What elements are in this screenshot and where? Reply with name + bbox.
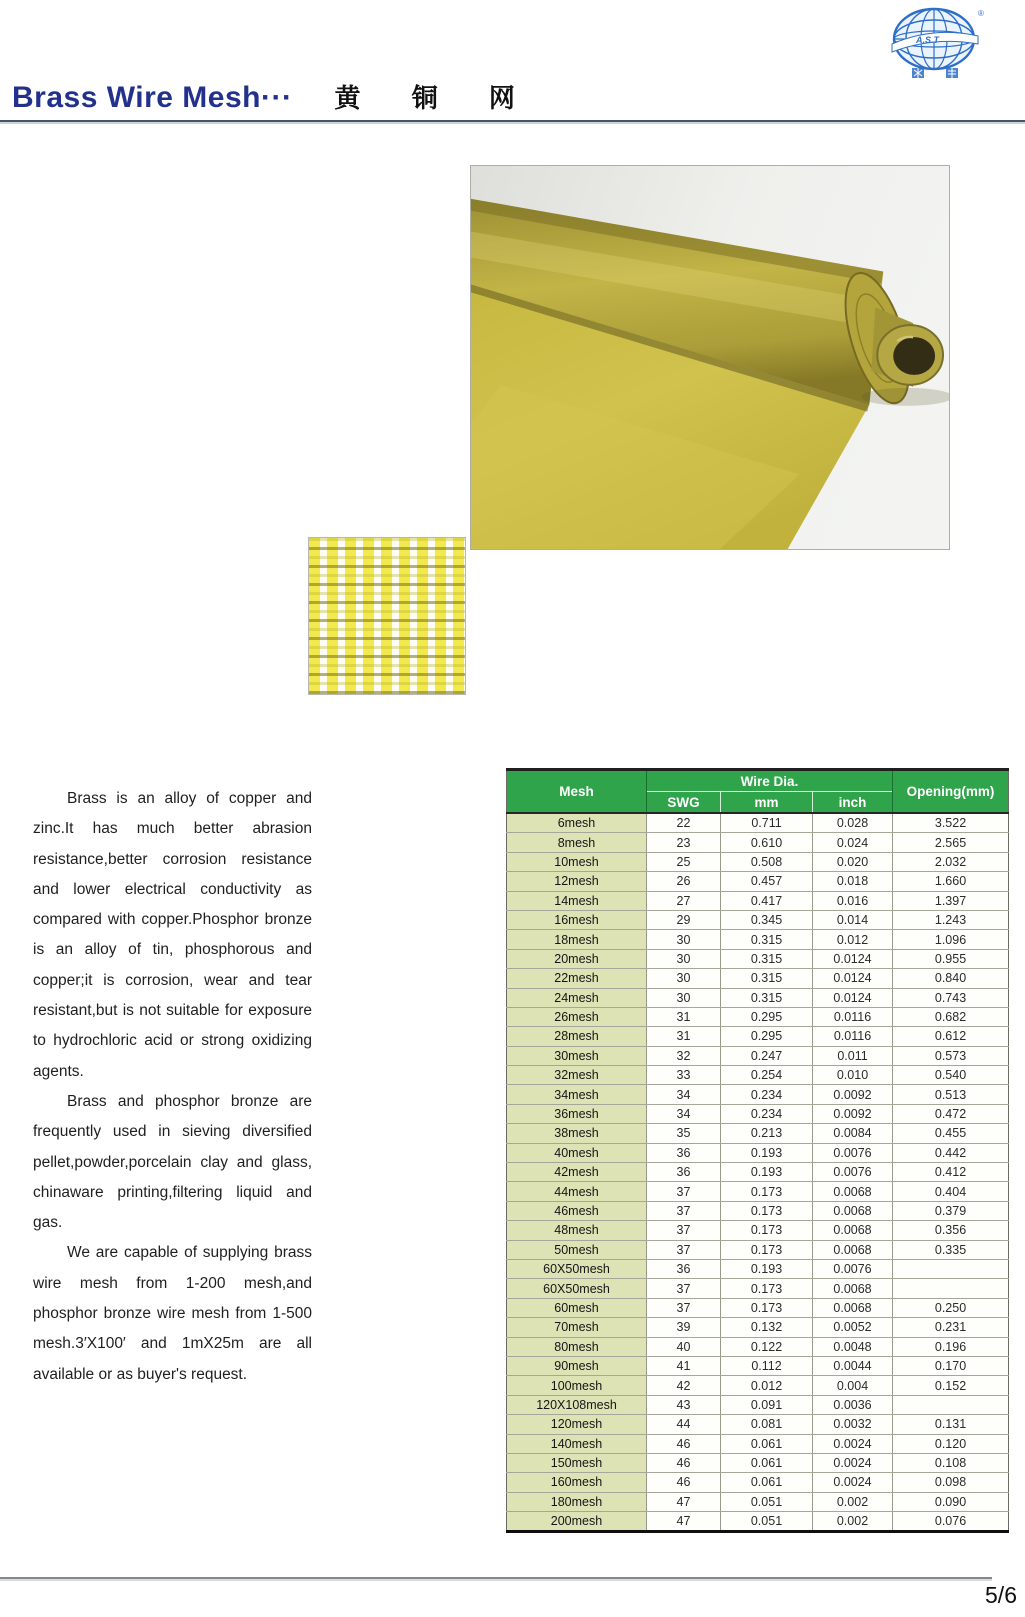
cell-inch: 0.0044	[813, 1356, 893, 1375]
table-row	[507, 1221, 1009, 1240]
cell-mm: 0.061	[721, 1453, 813, 1472]
cell-mesh: 32mesh	[507, 1066, 647, 1085]
cell-mesh: 10mesh	[507, 852, 647, 871]
cell-swg: 33	[647, 1066, 721, 1085]
cell-mm: 0.091	[721, 1395, 813, 1414]
cell-swg: 32	[647, 1046, 721, 1065]
cell-mm: 0.112	[721, 1356, 813, 1375]
cell-swg: 36	[647, 1143, 721, 1162]
product-photo-roll	[470, 165, 950, 550]
cell-mm: 0.508	[721, 852, 813, 871]
cell-swg: 37	[647, 1182, 721, 1201]
cell-mesh: 38mesh	[507, 1124, 647, 1143]
table-row	[507, 1279, 1009, 1298]
table-row	[507, 1104, 1009, 1123]
cell-inch: 0.016	[813, 891, 893, 910]
cell-mm: 0.254	[721, 1066, 813, 1085]
cell-opening: 2.565	[893, 833, 1009, 852]
cell-mesh: 120mesh	[507, 1415, 647, 1434]
table-row	[507, 1046, 1009, 1065]
brass-roll-illustration	[471, 166, 949, 549]
cell-inch: 0.0076	[813, 1163, 893, 1182]
cell-swg: 30	[647, 988, 721, 1007]
col-header-opening: Opening(mm)	[893, 770, 1009, 814]
table-row	[507, 813, 1009, 833]
cell-inch: 0.0048	[813, 1337, 893, 1356]
spec-table-body	[507, 813, 1009, 1532]
cell-swg: 34	[647, 1085, 721, 1104]
cell-swg: 42	[647, 1376, 721, 1395]
cell-mm: 0.295	[721, 1027, 813, 1046]
col-header-wire-dia: Wire Dia.	[647, 770, 893, 792]
cell-mesh: 8mesh	[507, 833, 647, 852]
intro-paragraph-2: Brass and phosphor bronze are frequently used in sieving diversified pellet,powder,porcelain clay and glass, chinaware printing,filtering liquid and gas.	[33, 1092, 312, 1232]
col-header-mesh: Mesh	[507, 770, 647, 814]
cell-opening: 0.682	[893, 1007, 1009, 1026]
footer-rule	[0, 1577, 992, 1581]
table-row	[507, 930, 1009, 949]
table-row	[507, 1085, 1009, 1104]
cell-swg: 29	[647, 910, 721, 929]
intro-paragraph-3: We are capable of supplying brass wire mesh from 1-200 mesh,and phosphor bronze wire mesh from 1-500 mesh.3′X100′ and 1mX25m are all available or as buyer's request.	[33, 1244, 312, 1383]
cell-inch: 0.0092	[813, 1085, 893, 1104]
cell-mesh: 20mesh	[507, 949, 647, 968]
table-row	[507, 1143, 1009, 1162]
cell-mesh: 50mesh	[507, 1240, 647, 1259]
table-row	[507, 1163, 1009, 1182]
globe-icon	[886, 6, 990, 84]
table-row	[507, 1259, 1009, 1278]
cell-opening: 0.120	[893, 1434, 1009, 1453]
cell-opening: 1.397	[893, 891, 1009, 910]
cell-mm: 0.315	[721, 988, 813, 1007]
cell-inch: 0.0068	[813, 1298, 893, 1317]
cell-mesh: 60mesh	[507, 1298, 647, 1317]
cell-swg: 44	[647, 1415, 721, 1434]
table-row	[507, 891, 1009, 910]
cell-swg: 37	[647, 1201, 721, 1220]
table-row	[507, 1007, 1009, 1026]
cell-inch: 0.0092	[813, 1104, 893, 1123]
cell-mm: 0.234	[721, 1085, 813, 1104]
table-row	[507, 949, 1009, 968]
cell-opening: 0.472	[893, 1104, 1009, 1123]
cell-opening: 0.412	[893, 1163, 1009, 1182]
table-row	[507, 1298, 1009, 1317]
cell-swg: 27	[647, 891, 721, 910]
cell-mesh: 70mesh	[507, 1318, 647, 1337]
table-row	[507, 1415, 1009, 1434]
cell-swg: 31	[647, 1007, 721, 1026]
cell-opening	[893, 1279, 1009, 1298]
cell-inch: 0.014	[813, 910, 893, 929]
cell-inch: 0.018	[813, 872, 893, 891]
col-header-inch: inch	[813, 792, 893, 814]
cell-mm: 0.711	[721, 813, 813, 833]
cell-opening: 0.612	[893, 1027, 1009, 1046]
cell-swg: 39	[647, 1318, 721, 1337]
cell-opening	[893, 1395, 1009, 1414]
table-row	[507, 988, 1009, 1007]
cell-inch: 0.0024	[813, 1434, 893, 1453]
cell-opening: 0.540	[893, 1066, 1009, 1085]
cell-opening: 0.743	[893, 988, 1009, 1007]
cell-mesh: 60X50mesh	[507, 1279, 647, 1298]
cell-mesh: 12mesh	[507, 872, 647, 891]
cell-opening: 0.455	[893, 1124, 1009, 1143]
table-row	[507, 1356, 1009, 1375]
cell-mm: 0.173	[721, 1182, 813, 1201]
cell-swg: 31	[647, 1027, 721, 1046]
cell-swg: 25	[647, 852, 721, 871]
page-title: Brass Wire Mesh···	[12, 81, 293, 114]
page-number: 5/6	[985, 1582, 1017, 1608]
cell-mesh: 46mesh	[507, 1201, 647, 1220]
spec-table-header	[507, 770, 1009, 814]
cell-swg: 47	[647, 1492, 721, 1511]
cell-mesh: 18mesh	[507, 930, 647, 949]
cell-swg: 46	[647, 1434, 721, 1453]
cell-mm: 0.345	[721, 910, 813, 929]
cell-inch: 0.012	[813, 930, 893, 949]
table-row	[507, 1453, 1009, 1472]
cell-mesh: 34mesh	[507, 1085, 647, 1104]
cell-swg: 41	[647, 1356, 721, 1375]
cell-inch: 0.0124	[813, 969, 893, 988]
cell-opening: 0.573	[893, 1046, 1009, 1065]
cell-opening: 0.170	[893, 1356, 1009, 1375]
table-row	[507, 1124, 1009, 1143]
cell-swg: 37	[647, 1240, 721, 1259]
cell-opening: 0.152	[893, 1376, 1009, 1395]
cell-inch: 0.0052	[813, 1318, 893, 1337]
cell-swg: 40	[647, 1337, 721, 1356]
cell-mesh: 24mesh	[507, 988, 647, 1007]
cell-mm: 0.610	[721, 833, 813, 852]
cell-mesh: 44mesh	[507, 1182, 647, 1201]
cell-opening: 0.955	[893, 949, 1009, 968]
table-row	[507, 1182, 1009, 1201]
page-header	[12, 78, 1012, 118]
cell-inch: 0.0076	[813, 1143, 893, 1162]
cell-inch: 0.0068	[813, 1182, 893, 1201]
cell-opening: 0.442	[893, 1143, 1009, 1162]
cell-mesh: 100mesh	[507, 1376, 647, 1395]
cell-opening: 0.840	[893, 969, 1009, 988]
cell-mesh: 90mesh	[507, 1356, 647, 1375]
col-header-mm: mm	[721, 792, 813, 814]
cell-mesh: 80mesh	[507, 1337, 647, 1356]
cell-mm: 0.457	[721, 872, 813, 891]
table-row	[507, 1337, 1009, 1356]
cell-mm: 0.417	[721, 891, 813, 910]
spec-table	[506, 768, 1009, 1533]
cell-inch: 0.0024	[813, 1473, 893, 1492]
cell-swg: 22	[647, 813, 721, 833]
cell-inch: 0.0124	[813, 949, 893, 968]
cell-mesh: 6mesh	[507, 813, 647, 833]
cell-inch: 0.028	[813, 813, 893, 833]
table-row	[507, 872, 1009, 891]
cell-mesh: 36mesh	[507, 1104, 647, 1123]
title-rule	[0, 120, 1025, 124]
cell-inch: 0.010	[813, 1066, 893, 1085]
cell-opening: 0.196	[893, 1337, 1009, 1356]
cell-mm: 0.315	[721, 930, 813, 949]
cell-swg: 23	[647, 833, 721, 852]
cell-swg: 36	[647, 1259, 721, 1278]
cell-opening: 0.076	[893, 1512, 1009, 1532]
cell-opening: 0.108	[893, 1453, 1009, 1472]
cell-inch: 0.0124	[813, 988, 893, 1007]
cell-mm: 0.315	[721, 949, 813, 968]
cell-inch: 0.020	[813, 852, 893, 871]
cell-opening: 0.356	[893, 1221, 1009, 1240]
cell-opening: 1.243	[893, 910, 1009, 929]
cell-inch: 0.0032	[813, 1415, 893, 1434]
cell-opening: 1.660	[893, 872, 1009, 891]
cell-mesh: 150mesh	[507, 1453, 647, 1472]
cell-mm: 0.213	[721, 1124, 813, 1143]
cell-opening: 0.379	[893, 1201, 1009, 1220]
cell-opening: 0.090	[893, 1492, 1009, 1511]
cell-opening: 0.098	[893, 1473, 1009, 1492]
cell-swg: 46	[647, 1453, 721, 1472]
cell-inch: 0.0068	[813, 1279, 893, 1298]
cell-mm: 0.132	[721, 1318, 813, 1337]
cell-mesh: 40mesh	[507, 1143, 647, 1162]
cell-inch: 0.002	[813, 1512, 893, 1532]
cell-mesh: 26mesh	[507, 1007, 647, 1026]
table-row	[507, 1492, 1009, 1511]
cell-mm: 0.061	[721, 1473, 813, 1492]
cell-mesh: 42mesh	[507, 1163, 647, 1182]
cell-inch: 0.004	[813, 1376, 893, 1395]
table-row	[507, 1318, 1009, 1337]
cell-mesh: 60X50mesh	[507, 1259, 647, 1278]
table-row	[507, 833, 1009, 852]
cell-mm: 0.061	[721, 1434, 813, 1453]
cell-swg: 35	[647, 1124, 721, 1143]
cell-opening: 1.096	[893, 930, 1009, 949]
cell-inch: 0.0068	[813, 1201, 893, 1220]
intro-text	[33, 784, 312, 1390]
cell-swg: 30	[647, 969, 721, 988]
cell-mesh: 160mesh	[507, 1473, 647, 1492]
page-title-chinese: 黄 铜 网	[334, 83, 537, 113]
cell-opening: 2.032	[893, 852, 1009, 871]
cell-mesh: 140mesh	[507, 1434, 647, 1453]
table-row	[507, 1434, 1009, 1453]
cell-mm: 0.051	[721, 1492, 813, 1511]
cell-swg: 34	[647, 1104, 721, 1123]
cell-inch: 0.0084	[813, 1124, 893, 1143]
table-row	[507, 910, 1009, 929]
cell-opening: 0.335	[893, 1240, 1009, 1259]
table-row	[507, 1512, 1009, 1532]
cell-opening: 0.404	[893, 1182, 1009, 1201]
cell-inch: 0.0036	[813, 1395, 893, 1414]
cell-mm: 0.173	[721, 1240, 813, 1259]
cell-swg: 30	[647, 930, 721, 949]
cell-mm: 0.193	[721, 1143, 813, 1162]
cell-mm: 0.315	[721, 969, 813, 988]
cell-inch: 0.024	[813, 833, 893, 852]
product-photo-mesh-closeup	[308, 537, 466, 695]
cell-mm: 0.247	[721, 1046, 813, 1065]
cell-swg: 37	[647, 1221, 721, 1240]
table-row	[507, 1201, 1009, 1220]
table-row	[507, 1240, 1009, 1259]
cell-mesh: 200mesh	[507, 1512, 647, 1532]
cell-inch: 0.011	[813, 1046, 893, 1065]
table-row	[507, 1066, 1009, 1085]
table-row	[507, 1473, 1009, 1492]
cell-mesh: 48mesh	[507, 1221, 647, 1240]
cell-swg: 43	[647, 1395, 721, 1414]
cell-inch: 0.0116	[813, 1027, 893, 1046]
cell-mm: 0.012	[721, 1376, 813, 1395]
cell-inch: 0.0024	[813, 1453, 893, 1472]
svg-text:A.S.T: A.S.T	[916, 35, 940, 45]
cell-mesh: 22mesh	[507, 969, 647, 988]
cell-opening: 0.250	[893, 1298, 1009, 1317]
cell-inch: 0.0116	[813, 1007, 893, 1026]
cell-inch: 0.0068	[813, 1221, 893, 1240]
cell-mm: 0.173	[721, 1201, 813, 1220]
intro-paragraph-1: Brass is an alloy of copper and zinc.It has much better abrasion resistance,better corrosion resistance and lower electrical conductivity as compared with copper.Phosphor bronze is an alloy of tin, phosphorous and copper;it is corrosion, wear and tear resistant,but is not suitable for exposure to hydrochloric acid or strong oxidizing agents.	[33, 790, 312, 1080]
table-row	[507, 852, 1009, 871]
cell-swg: 26	[647, 872, 721, 891]
cell-opening: 0.131	[893, 1415, 1009, 1434]
cell-mm: 0.193	[721, 1259, 813, 1278]
company-globe-logo	[886, 6, 990, 84]
cell-mm: 0.122	[721, 1337, 813, 1356]
cell-opening: 3.522	[893, 813, 1009, 833]
cell-swg: 47	[647, 1512, 721, 1532]
cell-opening: 0.513	[893, 1085, 1009, 1104]
cell-mm: 0.173	[721, 1279, 813, 1298]
cell-swg: 46	[647, 1473, 721, 1492]
cell-mesh: 120X108mesh	[507, 1395, 647, 1414]
cell-inch: 0.002	[813, 1492, 893, 1511]
table-row	[507, 1027, 1009, 1046]
cell-opening	[893, 1259, 1009, 1278]
cell-mesh: 14mesh	[507, 891, 647, 910]
registered-mark: ®	[978, 9, 984, 18]
cell-mesh: 28mesh	[507, 1027, 647, 1046]
cell-mm: 0.051	[721, 1512, 813, 1532]
cell-mm: 0.173	[721, 1298, 813, 1317]
cell-mm: 0.295	[721, 1007, 813, 1026]
cell-inch: 0.0068	[813, 1240, 893, 1259]
table-row	[507, 969, 1009, 988]
cell-opening: 0.231	[893, 1318, 1009, 1337]
cell-mesh: 30mesh	[507, 1046, 647, 1065]
table-row	[507, 1395, 1009, 1414]
cell-mm: 0.234	[721, 1104, 813, 1123]
cell-swg: 36	[647, 1163, 721, 1182]
cell-mm: 0.081	[721, 1415, 813, 1434]
col-header-swg: SWG	[647, 792, 721, 814]
cell-mm: 0.173	[721, 1221, 813, 1240]
cell-swg: 37	[647, 1279, 721, 1298]
cell-swg: 30	[647, 949, 721, 968]
table-row	[507, 1376, 1009, 1395]
cell-mesh: 180mesh	[507, 1492, 647, 1511]
cell-mesh: 16mesh	[507, 910, 647, 929]
cell-mm: 0.193	[721, 1163, 813, 1182]
cell-swg: 37	[647, 1298, 721, 1317]
cell-inch: 0.0076	[813, 1259, 893, 1278]
